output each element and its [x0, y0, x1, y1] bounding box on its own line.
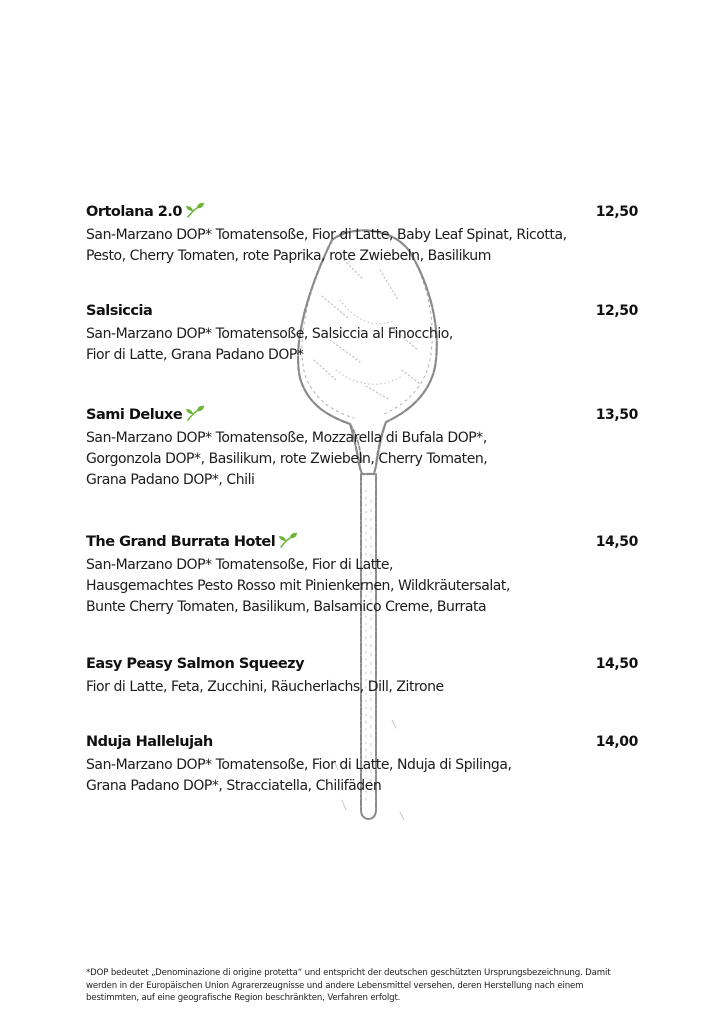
menu-item-header: [86, 654, 638, 674]
menu-item-nduja-hallelujah: [86, 732, 638, 797]
menu-item-description: [86, 428, 638, 491]
menu-item-description: [86, 555, 638, 618]
menu-item-name: [86, 301, 152, 321]
menu-item-price: 14,00: [595, 734, 638, 750]
menu-item-price: 12,50: [595, 204, 638, 220]
leaf-sprout-icon: [278, 532, 298, 548]
leaf-sprout-icon: [185, 405, 205, 421]
menu-item-name: [86, 654, 304, 674]
menu-item-header: [86, 301, 638, 321]
description-line: Fior di Latte, Feta, Zucchini, Räucherlachs, Dill, Zitrone: [86, 679, 444, 695]
menu-item-name: [86, 405, 205, 425]
description-line: San-Marzano DOP* Tomatensoße, Mozzarella di Bufala DOP*,: [86, 430, 487, 446]
footnote-line: bestimmten, auf eine geografische Region beschränkten, Verfahren erfolgt.: [86, 993, 401, 1003]
menu-item-ortolana: [86, 202, 638, 267]
menu-item-header: [86, 532, 638, 552]
footnote-line: werden in der Europäischen Union Agrarerzeugnisse und andere Lebensmittel versehen, deren Herstellung nach einem: [86, 980, 584, 991]
description-line: Gorgonzola DOP*, Basilikum, rote Zwiebeln, Cherry Tomaten,: [86, 451, 488, 467]
menu-item-easy-peasy-salmon: [86, 654, 638, 698]
menu-item-salsiccia: [86, 301, 638, 366]
menu-item-description: [86, 225, 638, 267]
description-line: San-Marzano DOP* Tomatensoße, Salsiccia al Finocchio,: [86, 326, 453, 342]
menu-item-name-text: Easy Peasy Salmon Squeezy: [86, 656, 305, 672]
menu-item-header: [86, 732, 638, 752]
menu-item-name-text: Sami Deluxe: [86, 407, 183, 423]
menu-item-price: 14,50: [595, 656, 638, 672]
menu-item-name: [86, 732, 213, 752]
menu-item-name-text: Salsiccia: [86, 303, 153, 319]
menu-item-description: [86, 755, 638, 797]
description-line: San-Marzano DOP* Tomatensoße, Fior di Latte, Nduja di Spilinga,: [86, 757, 512, 773]
menu-item-description: [86, 677, 638, 698]
menu-item-sami-deluxe: [86, 405, 638, 491]
menu-item-price: 14,50: [595, 534, 638, 550]
menu-item-name-text: The Grand Burrata Hotel: [86, 534, 276, 550]
description-line: Pesto, Cherry Tomaten, rote Paprika, rote Zwiebeln, Basilikum: [86, 248, 491, 264]
description-line: Grana Padano DOP*, Stracciatella, Chilifäden: [86, 778, 382, 794]
leaf-sprout-icon: [185, 202, 205, 218]
menu-item-header: [86, 405, 638, 425]
menu-item-price: 12,50: [595, 303, 638, 319]
menu-item-price: 13,50: [595, 407, 638, 423]
menu-item-name-text: Ortolana 2.0: [86, 204, 182, 220]
menu-item-description: [86, 324, 638, 366]
dop-footnote: [86, 967, 646, 1005]
footnote-line: *DOP bedeutet „Denominazione di origine protetta“ und entspricht der deutschen geschützten Ursprungsbezeichnung. Damit: [86, 968, 611, 978]
menu-item-name-text: Nduja Hallelujah: [86, 734, 213, 750]
description-line: Grana Padano DOP*, Chili: [86, 472, 255, 488]
menu-item-name: [86, 532, 298, 552]
description-line: San-Marzano DOP* Tomatensoße, Fior di Latte, Baby Leaf Spinat, Ricotta,: [86, 227, 567, 243]
menu-item-header: [86, 202, 638, 222]
menu-item-grand-burrata-hotel: [86, 532, 638, 618]
description-line: San-Marzano DOP* Tomatensoße, Fior di Latte,: [86, 557, 393, 573]
description-line: Fior di Latte, Grana Padano DOP*: [86, 347, 304, 363]
description-line: Bunte Cherry Tomaten, Basilikum, Balsamico Creme, Burrata: [86, 599, 487, 615]
description-line: Hausgemachtes Pesto Rosso mit Pinienkernen, Wildkräutersalat,: [86, 578, 510, 594]
menu-item-name: [86, 202, 205, 222]
menu-list: [86, 0, 638, 1024]
